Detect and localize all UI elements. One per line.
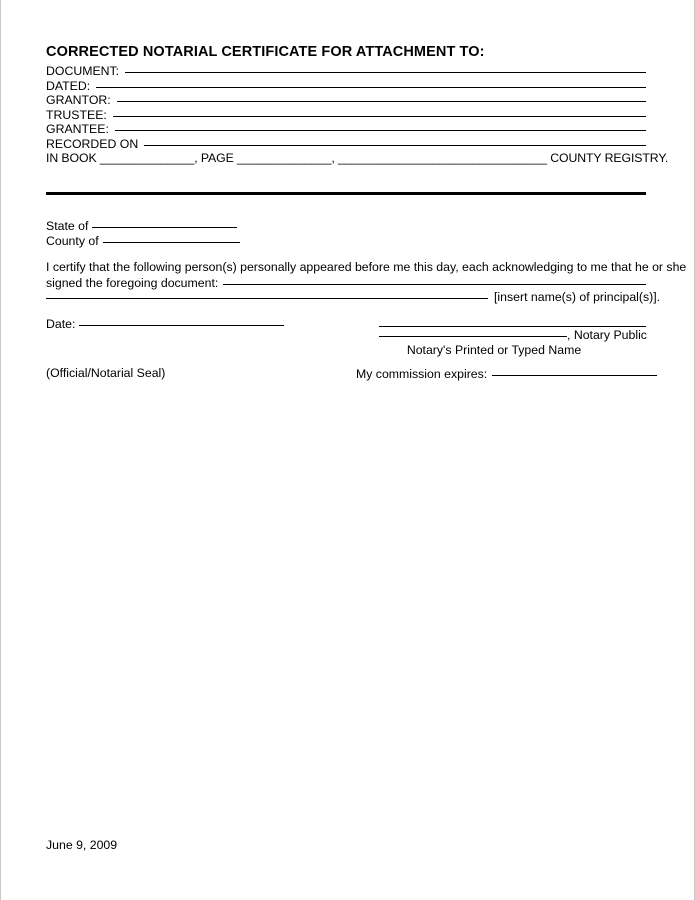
field-label-trustee: TRUSTEE: <box>46 107 107 122</box>
certification-text-line-3 <box>46 289 661 305</box>
date-blank[interactable] <box>79 314 284 326</box>
field-blank-grantor[interactable] <box>117 90 646 102</box>
notary-name-row <box>379 327 646 342</box>
book-page-registry-line[interactable]: IN BOOK ______________, PAGE ______________, _______________________________ COUNTY REGISTRY. <box>46 150 669 165</box>
field-row-recorded-on <box>46 136 646 151</box>
principal-name-blank-2[interactable] <box>46 287 488 299</box>
field-blank-document[interactable] <box>125 61 646 73</box>
county-label: County of <box>46 234 99 248</box>
field-label-dated: DATED: <box>46 78 91 93</box>
notary-name-caption: Notary's Printed or Typed Name <box>406 343 582 357</box>
section-divider <box>46 192 646 195</box>
field-blank-trustee[interactable] <box>113 105 646 117</box>
state-blank[interactable] <box>92 216 237 228</box>
venue-row-county <box>46 233 240 248</box>
footer-date: June 9, 2009 <box>46 838 118 852</box>
notary-printed-name-blank[interactable] <box>379 325 567 337</box>
page-title: CORRECTED NOTARIAL CERTIFICATE FOR ATTACHMENT TO: <box>46 44 485 60</box>
commission-expires-blank[interactable] <box>492 364 657 376</box>
county-blank[interactable] <box>103 231 240 243</box>
signed-foregoing-label: signed the foregoing document: <box>46 275 219 290</box>
principal-name-blank-1[interactable] <box>223 273 646 285</box>
commission-expires-line <box>356 366 657 381</box>
field-label-document: DOCUMENT: <box>46 64 120 78</box>
field-label-grantor: GRANTOR: <box>46 93 111 108</box>
commission-expires-label: My commission expires: <box>356 367 488 381</box>
date-line <box>46 316 284 331</box>
notary-public-label: , Notary Public <box>567 328 647 342</box>
field-blank-dated[interactable] <box>96 76 646 88</box>
field-blank-recorded-on[interactable] <box>144 134 646 146</box>
field-label-recorded-on: RECORDED ON <box>46 136 139 151</box>
field-blank-grantee[interactable] <box>115 119 646 131</box>
official-notarial-seal-label: (Official/Notarial Seal) <box>46 366 166 380</box>
field-label-grantee: GRANTEE: <box>46 122 109 137</box>
document-fields-block <box>46 63 669 165</box>
certification-text-line-1: I certify that the following person(s) personally appeared before me this day, each acknowledging to me that he or she <box>46 260 687 274</box>
insert-principal-names-note: [insert name(s) of principal(s)]. <box>494 290 661 305</box>
date-label: Date: <box>46 317 76 331</box>
venue-block <box>46 218 240 248</box>
notary-signature-block <box>379 313 646 357</box>
state-label: State of <box>46 219 89 233</box>
certification-paragraph <box>46 260 687 305</box>
